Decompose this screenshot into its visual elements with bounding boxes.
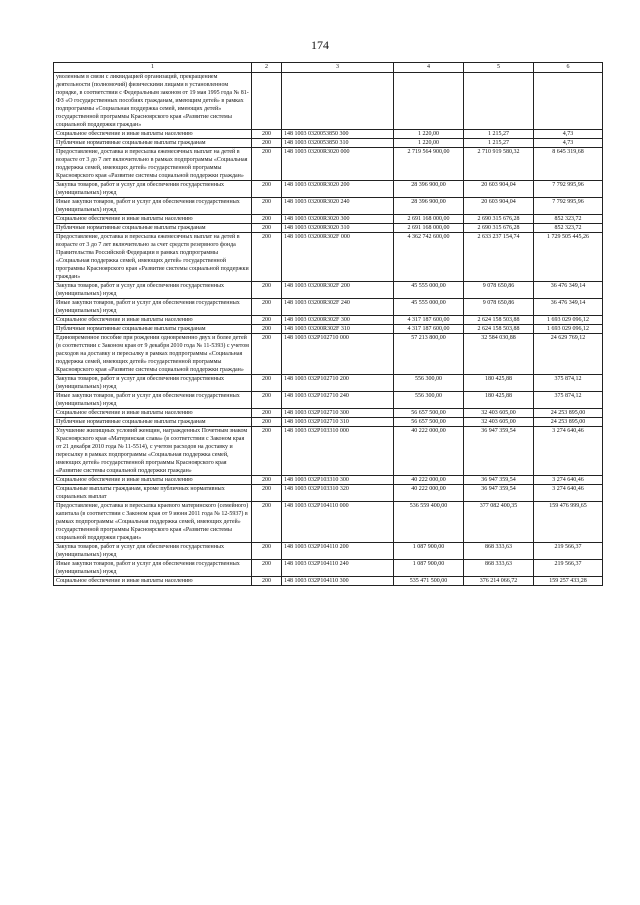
- row-value-executed: 1 215,27: [464, 130, 534, 139]
- row-value-remaining: 852 323,72: [534, 215, 603, 224]
- row-classification-code: 148 1003 032P103310 000: [282, 427, 394, 476]
- row-code: 200: [252, 409, 282, 418]
- table-row: [54, 334, 603, 375]
- table-row: [54, 316, 603, 325]
- row-classification-code: 148 1003 03200R3020 240: [282, 198, 394, 215]
- row-description: Закупка товаров, работ и услуг для обеспечения государственных (муниципальных) нужд: [54, 282, 252, 299]
- row-code: 200: [252, 418, 282, 427]
- row-value-remaining: 7 792 995,96: [534, 181, 603, 198]
- row-classification-code: 148 1003 03200R302F 300: [282, 316, 394, 325]
- column-header: 1: [54, 63, 252, 73]
- row-value-remaining: 4,73: [534, 130, 603, 139]
- row-value-remaining: 36 476 349,14: [534, 299, 603, 316]
- table-row: [54, 409, 603, 418]
- row-value-executed: 9 078 650,86: [464, 299, 534, 316]
- row-code: 200: [252, 282, 282, 299]
- row-value-remaining: 159 476 999,65: [534, 502, 603, 543]
- row-description: Социальное обеспечение и иные выплаты населению: [54, 130, 252, 139]
- row-value-remaining: 24 253 895,00: [534, 418, 603, 427]
- column-header: 5: [464, 63, 534, 73]
- row-value-executed: 2 633 237 154,74: [464, 233, 534, 282]
- row-value-remaining: 1 729 505 445,26: [534, 233, 603, 282]
- table-row: [54, 485, 603, 502]
- row-classification-code: 148 1003 032P104110 200: [282, 543, 394, 560]
- row-value-remaining: 7 792 995,96: [534, 198, 603, 215]
- row-value-remaining: 219 566,37: [534, 560, 603, 577]
- row-description: Предоставление, доставка и пересылка краевого материнского (семейного) капитала (в соответствии с Законом края от 9 июня 2011 года № 12-5937) в рамках подпрограммы «Социальная поддержка семей, имеющих детей» государственной программы Красноярского края «Развитие системы социальной поддержки граждан»: [54, 502, 252, 543]
- row-description: Иные закупки товаров, работ и услуг для обеспечения государственных (муниципальных) нужд: [54, 560, 252, 577]
- row-value-executed: 376 214 066,72: [464, 577, 534, 586]
- table-row: [54, 502, 603, 543]
- row-description: Иные закупки товаров, работ и услуг для обеспечения государственных (муниципальных) нужд: [54, 299, 252, 316]
- table-row: [54, 560, 603, 577]
- table-row: [54, 375, 603, 392]
- row-value-executed: 868 333,63: [464, 543, 534, 560]
- row-value-approved: 40 222 000,00: [394, 427, 464, 476]
- row-classification-code: 148 1003 0320053850 300: [282, 130, 394, 139]
- row-value-remaining: 4,73: [534, 139, 603, 148]
- row-code: [252, 73, 282, 130]
- row-classification-code: 148 1003 032P103310 300: [282, 476, 394, 485]
- row-description: Иные закупки товаров, работ и услуг для обеспечения государственных (муниципальных) нужд: [54, 392, 252, 409]
- row-value-executed: [464, 73, 534, 130]
- row-value-approved: 1 087 900,00: [394, 560, 464, 577]
- table-row: [54, 148, 603, 181]
- row-value-executed: 32 403 605,00: [464, 409, 534, 418]
- row-value-remaining: 852 323,72: [534, 224, 603, 233]
- row-value-approved: 28 396 900,00: [394, 181, 464, 198]
- row-value-remaining: 24 629 769,12: [534, 334, 603, 375]
- row-description: Иные закупки товаров, работ и услуг для обеспечения государственных (муниципальных) нужд: [54, 198, 252, 215]
- row-value-approved: 4 317 187 600,00: [394, 316, 464, 325]
- table-row: [54, 73, 603, 130]
- row-description: Социальное обеспечение и иные выплаты населению: [54, 316, 252, 325]
- row-value-executed: 36 947 359,54: [464, 476, 534, 485]
- row-value-approved: 45 555 000,00: [394, 282, 464, 299]
- row-description: Социальное обеспечение и иные выплаты населению: [54, 476, 252, 485]
- row-description: Социальное обеспечение и иные выплаты населению: [54, 409, 252, 418]
- row-classification-code: 148 1003 03200R302F 200: [282, 282, 394, 299]
- row-value-approved: 536 559 400,00: [394, 502, 464, 543]
- row-description: Предоставление, доставка и пересылка ежемесячных выплат на детей в возрасте от 3 до 7 лет включительно в рамках подпрограммы «Социальная поддержка семей, имеющих детей» государственной программы Красноярского края «Развитие системы социальной поддержки граждан»: [54, 148, 252, 181]
- column-header: 4: [394, 63, 464, 73]
- row-classification-code: 148 1003 032P104110 300: [282, 577, 394, 586]
- row-value-approved: 2 691 168 000,00: [394, 224, 464, 233]
- row-code: 200: [252, 316, 282, 325]
- row-value-executed: 868 333,63: [464, 560, 534, 577]
- row-classification-code: 148 1003 03200R3020 000: [282, 148, 394, 181]
- row-code: 200: [252, 139, 282, 148]
- row-value-approved: 556 300,00: [394, 392, 464, 409]
- row-code: 200: [252, 485, 282, 502]
- row-classification-code: 148 1003 032P102710 300: [282, 409, 394, 418]
- row-value-approved: 2 691 168 000,00: [394, 215, 464, 224]
- row-code: 200: [252, 502, 282, 543]
- row-value-executed: 20 603 904,04: [464, 181, 534, 198]
- row-description: Единовременное пособие при рождении одновременно двух и более детей (в соответствии с Законом края от 9 декабря 2010 года № 11-5393) с учетом расходов на доставку и пересылку в рамках подпрограммы «Социальная поддержка семей, имеющих детей» государственной программы Красноярского края «Развитие системы социальной поддержки граждан»: [54, 334, 252, 375]
- table-row: [54, 130, 603, 139]
- row-description: Социальное обеспечение и иные выплаты населению: [54, 215, 252, 224]
- row-value-executed: 32 584 030,88: [464, 334, 534, 375]
- row-classification-code: 148 1003 03200R3020 300: [282, 215, 394, 224]
- row-value-executed: 1 215,27: [464, 139, 534, 148]
- row-code: 200: [252, 560, 282, 577]
- row-value-executed: 2 690 315 676,28: [464, 224, 534, 233]
- row-value-executed: 180 425,88: [464, 392, 534, 409]
- row-value-approved: 28 396 900,00: [394, 198, 464, 215]
- row-code: 200: [252, 198, 282, 215]
- column-header: 6: [534, 63, 603, 73]
- table-row: [54, 224, 603, 233]
- row-classification-code: 148 1003 03200R302F 000: [282, 233, 394, 282]
- row-classification-code: [282, 73, 394, 130]
- page-number: 174: [311, 38, 329, 52]
- table-row: [54, 543, 603, 560]
- row-description: Закупка товаров, работ и услуг для обеспечения государственных (муниципальных) нужд: [54, 543, 252, 560]
- row-classification-code: 148 1003 032P103310 320: [282, 485, 394, 502]
- row-value-approved: 40 222 000,00: [394, 485, 464, 502]
- row-value-remaining: 1 693 029 096,12: [534, 316, 603, 325]
- row-description: Публичные нормативные социальные выплаты гражданам: [54, 325, 252, 334]
- row-description: Улучшение жилищных условий женщин, награжденных Почетным знаком Красноярского края «Материнская слава» (в соответствии с Законом края от 21 декабря 2010 года № 11-5514), с учетом расходов на доставку и пересылку в рамках подпрограммы «Социальная поддержка семей, имеющих детей» государственной программы Красноярского края «Развитие системы социальной поддержки граждан»: [54, 427, 252, 476]
- row-value-executed: 9 078 650,86: [464, 282, 534, 299]
- row-classification-code: 148 1003 03200R3020 310: [282, 224, 394, 233]
- row-value-approved: 1 220,00: [394, 130, 464, 139]
- row-description: Публичные нормативные социальные выплаты гражданам: [54, 418, 252, 427]
- table-row: [54, 181, 603, 198]
- row-code: 200: [252, 334, 282, 375]
- row-value-approved: 40 222 000,00: [394, 476, 464, 485]
- row-code: 200: [252, 543, 282, 560]
- table-row: [54, 198, 603, 215]
- row-classification-code: 148 1003 032P102710 200: [282, 375, 394, 392]
- row-value-approved: 45 555 000,00: [394, 299, 464, 316]
- row-code: 200: [252, 233, 282, 282]
- table-row: [54, 476, 603, 485]
- row-classification-code: 148 1003 0320053850 310: [282, 139, 394, 148]
- row-value-approved: 1 220,00: [394, 139, 464, 148]
- row-classification-code: 148 1003 032P102710 240: [282, 392, 394, 409]
- row-code: 200: [252, 148, 282, 181]
- row-value-executed: 32 403 605,00: [464, 418, 534, 427]
- row-code: 200: [252, 130, 282, 139]
- table-row: [54, 325, 603, 334]
- row-value-approved: 556 300,00: [394, 375, 464, 392]
- row-value-approved: 4 317 187 600,00: [394, 325, 464, 334]
- row-value-executed: 36 947 359,54: [464, 427, 534, 476]
- row-value-remaining: 24 253 895,00: [534, 409, 603, 418]
- row-code: 200: [252, 215, 282, 224]
- row-value-approved: 535 471 500,00: [394, 577, 464, 586]
- column-header: 3: [282, 63, 394, 73]
- row-value-executed: 2 710 919 580,32: [464, 148, 534, 181]
- row-value-remaining: 1 693 029 096,12: [534, 325, 603, 334]
- table-row: [54, 299, 603, 316]
- row-value-remaining: 159 257 433,28: [534, 577, 603, 586]
- table-row: [54, 215, 603, 224]
- row-classification-code: 148 1003 032P104110 000: [282, 502, 394, 543]
- row-value-executed: 377 082 400,35: [464, 502, 534, 543]
- row-classification-code: 148 1003 03200R302F 310: [282, 325, 394, 334]
- table-row: [54, 392, 603, 409]
- row-value-remaining: 375 874,12: [534, 375, 603, 392]
- row-value-approved: 2 719 564 900,00: [394, 148, 464, 181]
- row-value-approved: 56 657 500,00: [394, 409, 464, 418]
- row-description: Социальные выплаты гражданам, кроме публичных нормативных социальных выплат: [54, 485, 252, 502]
- row-value-remaining: 3 274 640,46: [534, 485, 603, 502]
- budget-table: [53, 62, 603, 586]
- row-value-approved: 57 213 800,00: [394, 334, 464, 375]
- row-description: уволенным в связи с ликвидацией организаций, прекращением деятельности (полномочий) физическими лицами в установленном порядке, в соответствии с Федеральным законом от 19 мая 1995 года № 81-ФЗ «О государственных пособиях гражданам, имеющим детей» в рамках подпрограммы «Социальная поддержка семей, имеющих детей» государственной программы Красноярского края «Развитие системы социальной поддержки граждан»: [54, 73, 252, 130]
- column-header: 2: [252, 63, 282, 73]
- row-value-approved: [394, 73, 464, 130]
- row-code: 200: [252, 325, 282, 334]
- row-value-executed: 2 624 158 503,88: [464, 316, 534, 325]
- row-classification-code: 148 1003 032P104110 240: [282, 560, 394, 577]
- row-value-executed: 36 947 359,54: [464, 485, 534, 502]
- row-code: 200: [252, 375, 282, 392]
- row-description: Публичные нормативные социальные выплаты гражданам: [54, 224, 252, 233]
- row-value-remaining: [534, 73, 603, 130]
- row-value-approved: 4 362 742 600,00: [394, 233, 464, 282]
- table-row: [54, 427, 603, 476]
- table-row: [54, 233, 603, 282]
- row-description: Социальное обеспечение и иные выплаты населению: [54, 577, 252, 586]
- table-row: [54, 282, 603, 299]
- table-row: [54, 139, 603, 148]
- row-classification-code: 148 1003 032P102710 000: [282, 334, 394, 375]
- row-description: Публичные нормативные социальные выплаты гражданам: [54, 139, 252, 148]
- row-value-remaining: 3 274 640,46: [534, 427, 603, 476]
- row-code: 200: [252, 224, 282, 233]
- row-code: 200: [252, 427, 282, 476]
- row-value-executed: 2 624 158 503,88: [464, 325, 534, 334]
- row-code: 200: [252, 577, 282, 586]
- row-value-remaining: 36 476 349,14: [534, 282, 603, 299]
- row-value-approved: 1 087 900,00: [394, 543, 464, 560]
- row-value-executed: 2 690 315 676,28: [464, 215, 534, 224]
- row-classification-code: 148 1003 03200R3020 200: [282, 181, 394, 198]
- table-row: [54, 418, 603, 427]
- row-description: Закупка товаров, работ и услуг для обеспечения государственных (муниципальных) нужд: [54, 375, 252, 392]
- row-code: 200: [252, 392, 282, 409]
- row-value-remaining: 375 874,12: [534, 392, 603, 409]
- row-value-approved: 56 657 500,00: [394, 418, 464, 427]
- row-description: Предоставление, доставка и пересылка ежемесячных выплат на детей в возрасте от 3 до 7 лет включительно за счет средств резервного фонда Правительства Российской Федерации в рамках подпрограммы «Социальная поддержка семей, имеющих детей» государственной программы Красноярского края «Развитие системы социальной поддержки граждан»: [54, 233, 252, 282]
- row-value-remaining: 3 274 640,46: [534, 476, 603, 485]
- row-code: 200: [252, 299, 282, 316]
- table-row: [54, 577, 603, 586]
- row-code: 200: [252, 476, 282, 485]
- header-row: [54, 63, 603, 73]
- row-value-remaining: 8 645 319,68: [534, 148, 603, 181]
- row-value-executed: 20 603 904,04: [464, 198, 534, 215]
- row-classification-code: 148 1003 03200R302F 240: [282, 299, 394, 316]
- row-value-executed: 180 425,88: [464, 375, 534, 392]
- row-classification-code: 148 1003 032P102710 310: [282, 418, 394, 427]
- row-description: Закупка товаров, работ и услуг для обеспечения государственных (муниципальных) нужд: [54, 181, 252, 198]
- row-code: 200: [252, 181, 282, 198]
- row-value-remaining: 219 566,37: [534, 543, 603, 560]
